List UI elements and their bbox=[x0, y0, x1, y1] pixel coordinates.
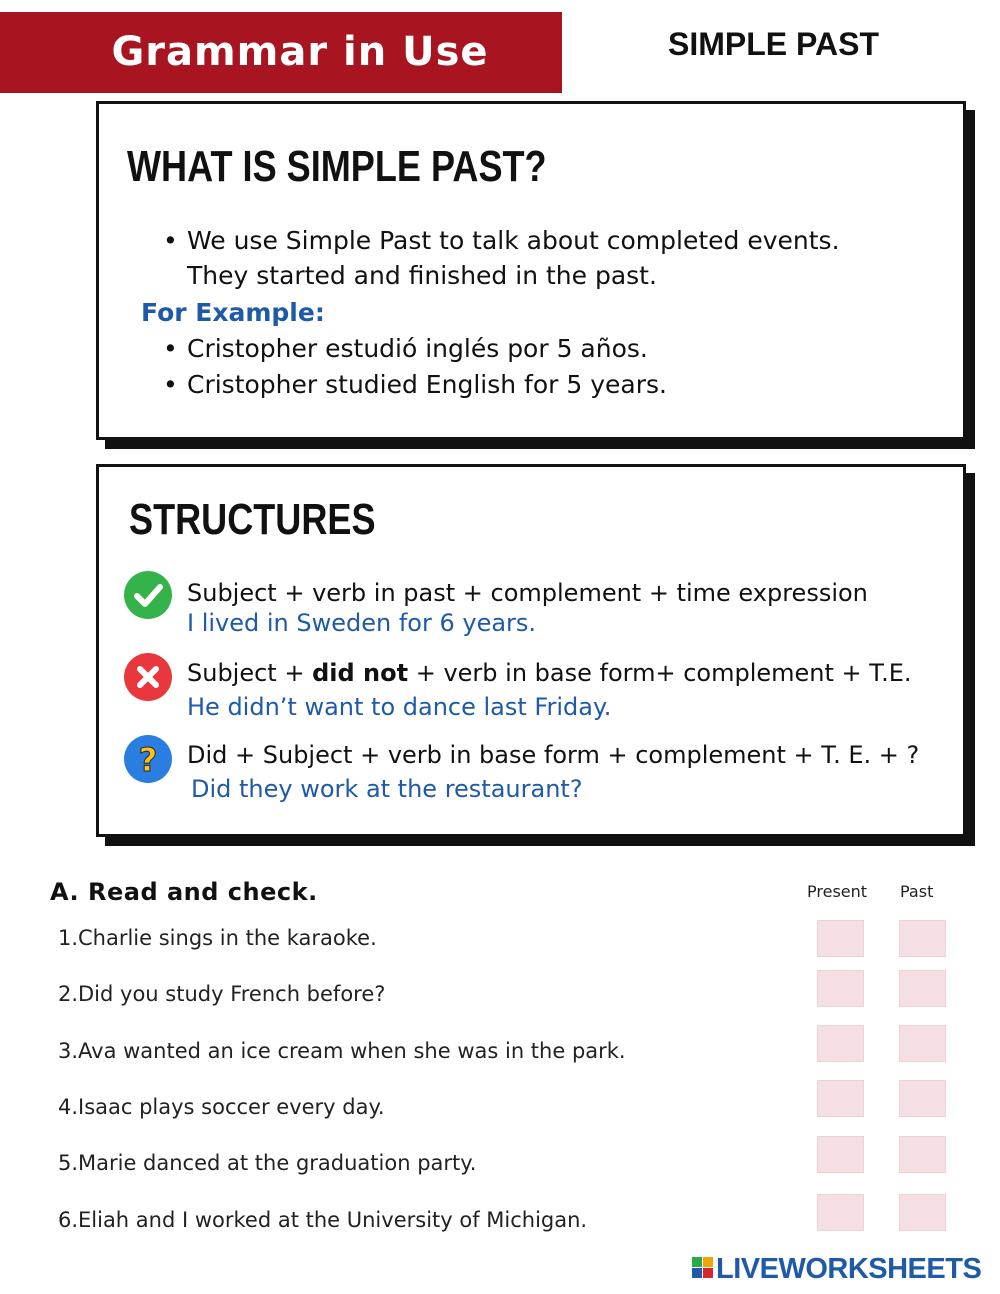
example-text: Cristopher estudió inglés por 5 años. bbox=[187, 334, 648, 363]
column-header-past: Past bbox=[900, 882, 934, 901]
question-text: Marie danced at the graduation party. bbox=[78, 1151, 477, 1175]
question-item bbox=[56, 1151, 476, 1175]
checkbox-past-1[interactable] bbox=[899, 920, 946, 957]
checkbox-present-6[interactable] bbox=[817, 1194, 864, 1231]
bullet-text: We use Simple Past to talk about completed events. bbox=[187, 226, 840, 255]
question-item bbox=[56, 1039, 626, 1063]
check-icon bbox=[124, 571, 172, 619]
structure-example: I lived in Sweden for 6 years. bbox=[187, 609, 537, 637]
question-text: Charlie sings in the karaoke. bbox=[78, 926, 377, 950]
checkbox-past-4[interactable] bbox=[899, 1080, 946, 1117]
formula-part: + verb in base form+ complement + T.E. bbox=[408, 659, 912, 687]
banner-title: Grammar in Use bbox=[111, 29, 489, 75]
question-number: 3. bbox=[57, 1039, 78, 1063]
structures-heading: STRUCTURES bbox=[129, 495, 376, 544]
question-text: Ava wanted an ice cream when she was in the park. bbox=[78, 1039, 626, 1063]
question-text: Did you study French before? bbox=[78, 982, 386, 1006]
checkbox-present-5[interactable] bbox=[817, 1136, 864, 1173]
question-text: Eliah and I worked at the University of Michigan. bbox=[78, 1208, 588, 1232]
header-banner bbox=[0, 12, 562, 93]
question-number: 4. bbox=[57, 1095, 78, 1119]
cross-icon bbox=[124, 653, 172, 701]
svg-text:?: ? bbox=[138, 741, 158, 779]
formula-emphasis: did not bbox=[312, 659, 409, 687]
logo-mark-icon bbox=[692, 1257, 714, 1279]
question-text: Isaac plays soccer every day. bbox=[78, 1095, 385, 1119]
bullet-text: They started and finished in the past. bbox=[187, 261, 657, 290]
structure-example: Did they work at the restaurant? bbox=[191, 775, 583, 803]
structure-example: He didn’t want to dance last Friday. bbox=[187, 693, 612, 721]
checkbox-present-1[interactable] bbox=[817, 920, 864, 957]
question-number: 5. bbox=[57, 1151, 78, 1175]
structure-formula: Subject + verb in past + complement + time expression bbox=[187, 579, 868, 607]
question-number: 1. bbox=[57, 926, 78, 950]
definition-card bbox=[96, 101, 966, 440]
question-item bbox=[56, 982, 385, 1006]
column-header-present: Present bbox=[807, 882, 868, 901]
checkbox-past-3[interactable] bbox=[899, 1025, 946, 1062]
exercise-title: A. Read and check. bbox=[50, 878, 318, 906]
example-text: Cristopher studied English for 5 years. bbox=[187, 370, 667, 399]
example-label: For Example: bbox=[141, 298, 325, 327]
question-number: 2. bbox=[57, 982, 78, 1006]
structures-card bbox=[96, 464, 966, 837]
question-icon bbox=[124, 735, 172, 783]
logo-text: LIVEWORKSHEETS bbox=[716, 1253, 982, 1285]
question-item bbox=[56, 1095, 385, 1119]
structure-formula: Did + Subject + verb in base form + complement + T. E. + ? bbox=[187, 741, 920, 769]
checkbox-past-5[interactable] bbox=[899, 1136, 946, 1173]
checkbox-past-6[interactable] bbox=[899, 1194, 946, 1231]
bullet-dot: • bbox=[163, 370, 178, 399]
formula-part: Subject + bbox=[187, 659, 313, 687]
bullet-dot: • bbox=[163, 226, 178, 255]
question-number: 6. bbox=[57, 1208, 78, 1232]
checkbox-present-3[interactable] bbox=[817, 1025, 864, 1062]
checkbox-present-4[interactable] bbox=[817, 1080, 864, 1117]
checkbox-present-2[interactable] bbox=[817, 970, 864, 1007]
question-item bbox=[56, 926, 377, 950]
definition-heading: WHAT IS SIMPLE PAST? bbox=[127, 142, 547, 191]
question-item bbox=[56, 1208, 587, 1232]
topic-title: SIMPLE PAST bbox=[668, 26, 879, 62]
checkbox-past-2[interactable] bbox=[899, 970, 946, 1007]
structure-formula bbox=[187, 659, 912, 687]
bullet-dot: • bbox=[163, 334, 178, 363]
